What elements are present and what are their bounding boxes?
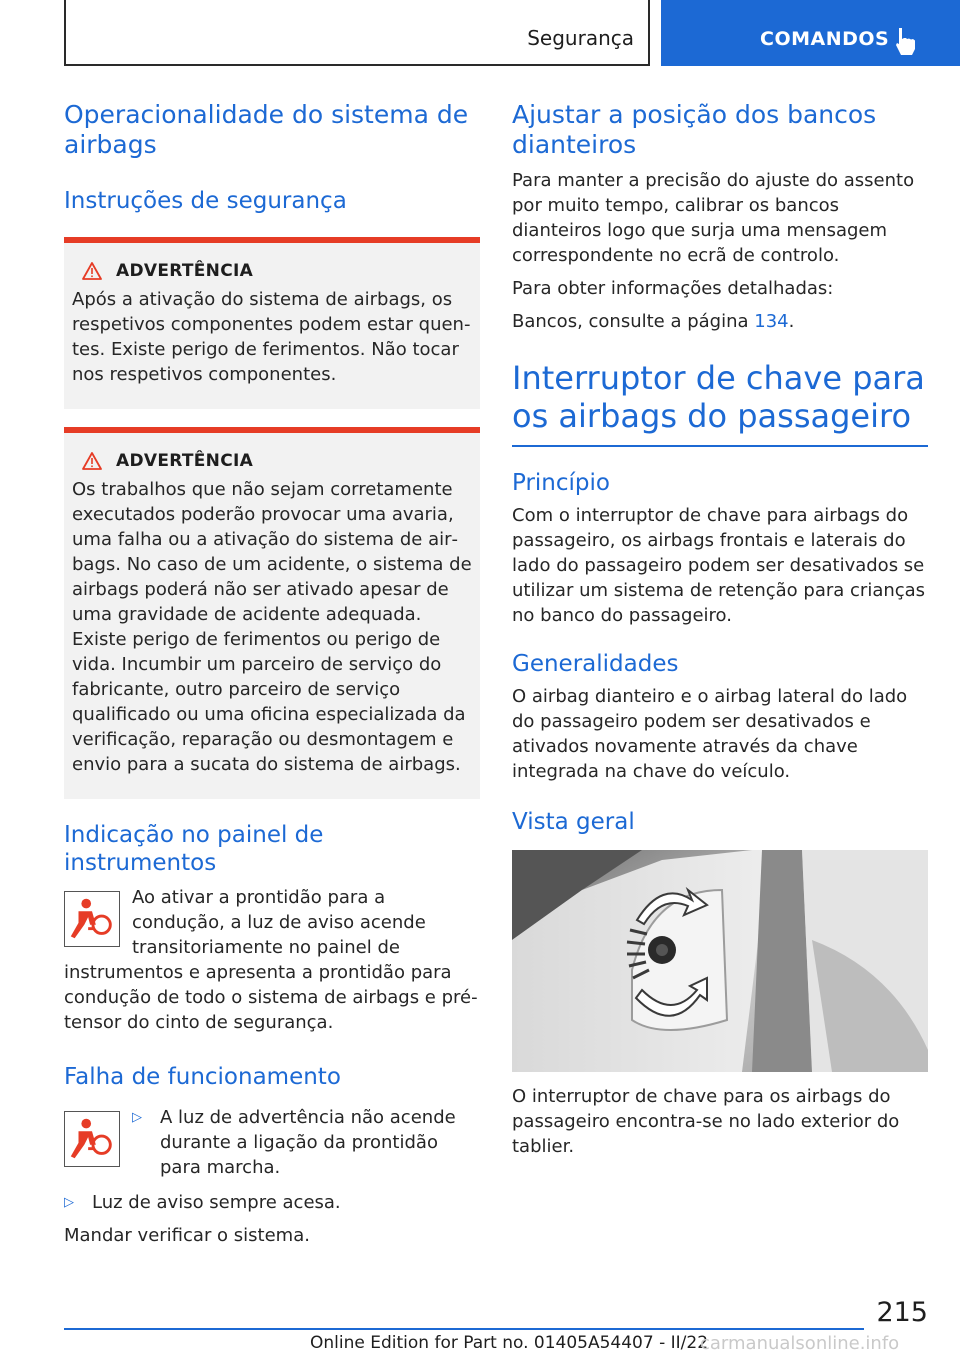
- falha-bullet-2: [64, 1190, 480, 1215]
- airbag-warning-light-icon: [64, 1111, 120, 1167]
- falha-block: [64, 1105, 480, 1180]
- footer-edition: Online Edition for Part no. 01405A54407 - II/22: [310, 1333, 709, 1353]
- page-number: 215: [876, 1297, 928, 1328]
- header-section-title: Segurança: [527, 26, 634, 50]
- ajustar-text: Para manter a precisão do ajuste do assento por muito tempo, calibrar os bancos dianteiros logo que surja uma mensagem correspondente no ecrã de controlo.: [512, 170, 915, 266]
- heading-instrucoes: Instruções de segurança: [64, 188, 347, 214]
- airbag-warning-light-icon: [64, 891, 120, 947]
- page-link-134[interactable]: 134: [754, 311, 789, 332]
- falha-text: Mandar verificar o sistema.: [64, 1225, 310, 1246]
- warning-box-1: [64, 237, 480, 409]
- heading-indicacao: Indicação no painel de instrumentos: [64, 822, 324, 876]
- header-chapter-tab[interactable]: [661, 0, 960, 66]
- left-column: [64, 96, 480, 1248]
- heading-falha: Falha de funcionamento: [64, 1064, 341, 1090]
- pointing-hand-icon: [893, 26, 921, 56]
- indicacao-block: [64, 885, 480, 1035]
- warning-triangle-icon: [82, 262, 102, 280]
- heading-rule: [512, 445, 928, 447]
- warning-box-2: [64, 427, 480, 799]
- reference-prefix: Bancos, consulte a página: [512, 311, 755, 332]
- falha-bullet-1: [132, 1105, 480, 1180]
- footer-rule: [64, 1328, 864, 1330]
- right-column: [512, 96, 928, 1159]
- heading-operacionalidade: Operacionalidade do sistema de airbags: [64, 100, 469, 159]
- reference-suffix: .: [788, 311, 795, 332]
- heading-generalidades: Generalidades: [512, 650, 679, 677]
- warning-label: ADVERTÊNCIA: [116, 261, 254, 281]
- ajustar-text-2: Para obter informações detalhadas:: [512, 278, 834, 299]
- header-chapter-label: COMANDOS: [760, 28, 890, 50]
- key-switch-photo: [512, 850, 928, 1072]
- header-section-box: [64, 0, 650, 66]
- watermark-logo: carmanualsonline.info: [700, 1333, 900, 1354]
- heading-interruptor: Interruptor de chave para os airbags do passageiro: [512, 359, 925, 435]
- warning-text: Os trabalhos que não sejam corretamente executados poderão provocar uma avaria, uma falha ou a ativação do sistema de airbags. No caso de um acidente, o sistema de airbags poderá não ser ativado apesar de uma gravidade de acidente adequada. Existe perigo de ferimentos ou perigo de vida. Incumbir um parceiro de serviço do fabricante, outro parceiro de serviço qualificado ou uma oficina especializada da verificação, reparação ou desmontagem e envio para a sucata do sistema de airbags.: [72, 479, 472, 775]
- vista-caption: O interruptor de chave para os airbags do passageiro encontra-se no lado exterior do tablier.: [512, 1085, 900, 1157]
- warning-header: [82, 261, 472, 281]
- bullet-triangle-icon: ▷: [64, 1195, 74, 1210]
- heading-vista: Vista geral: [512, 808, 635, 835]
- falha-bullet-1-text: A luz de advertência não acende durante a ligação da prontidão para marcha.: [160, 1107, 456, 1178]
- heading-ajustar: Ajustar a posição dos bancos dianteiros: [512, 100, 877, 159]
- indicacao-text: Ao ativar a prontidão para a condução, a luz de aviso acende transitoriamente no painel de instrumentos e apresenta a prontidão para condução de todo o sistema de airbags e pré-tensor do cinto de segurança.: [64, 887, 478, 1033]
- bullet-triangle-icon: ▷: [132, 1110, 142, 1125]
- warning-text: Após a ativação do sistema de airbags, os respetivos componentes podem estar quentes. Existe perigo de ferimentos. Não tocar nos respetivos componentes.: [72, 289, 471, 385]
- heading-principio: Princípio: [512, 469, 610, 496]
- ajustar-reference: [512, 309, 928, 334]
- warning-label: ADVERTÊNCIA: [116, 451, 254, 471]
- falha-bullet-2-text: Luz de aviso sempre acesa.: [92, 1192, 341, 1213]
- principio-text: Com o interruptor de chave para airbags do passageiro, os airbags frontais e laterais do lado do passageiro podem ser desativados se utilizar um sistema de retenção para crianças no banco do passageiro.: [512, 504, 926, 626]
- generalidades-text: O airbag dianteiro e o airbag lateral do lado do passageiro podem ser desativados e ativados novamente através da chave integrada na chave do veículo.: [512, 685, 908, 782]
- warning-triangle-icon: [82, 452, 102, 470]
- warning-header: [82, 451, 472, 471]
